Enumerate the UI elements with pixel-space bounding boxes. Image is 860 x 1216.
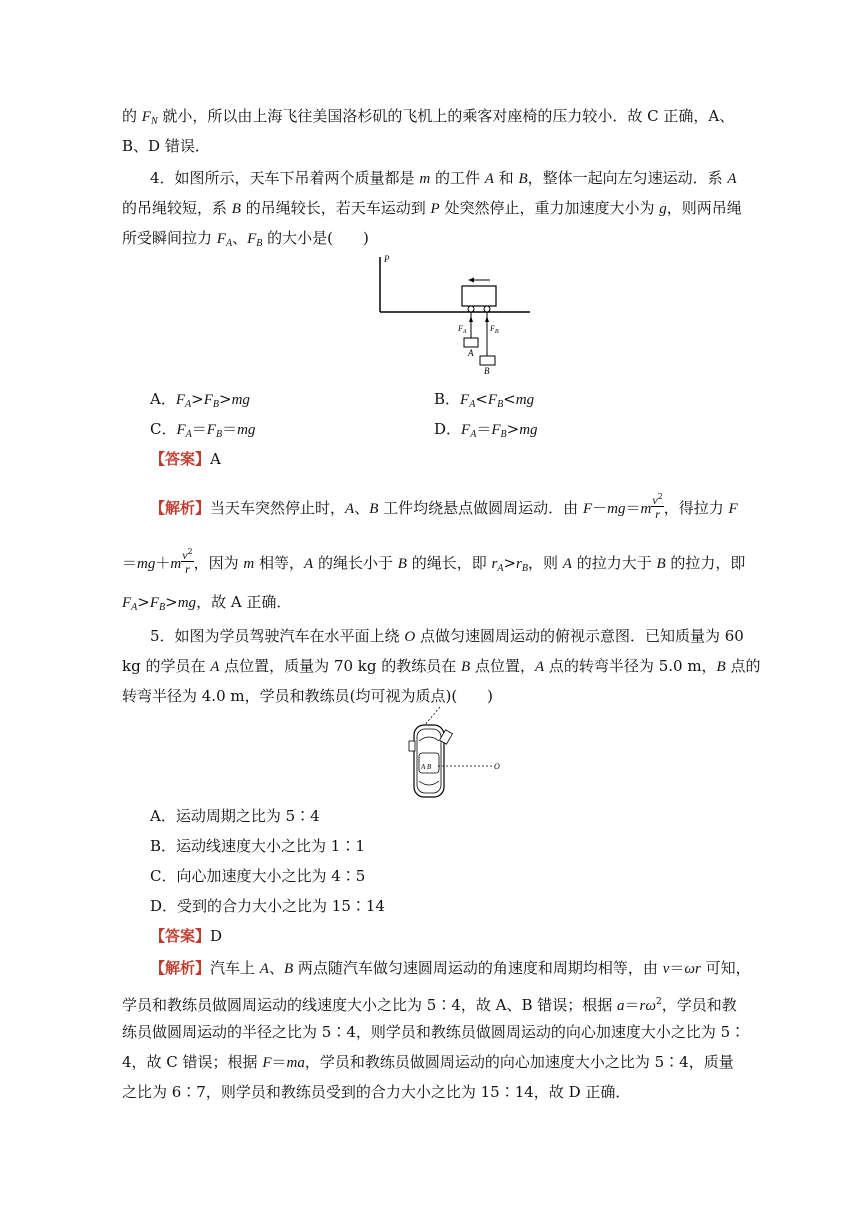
question-5-stem: 5．如图为学员驾驶汽车在水平面上绕 O 点做匀速圆周运动的俯视示意图．已知质量为 60 bbox=[150, 627, 744, 645]
q5-analysis: 学员和教练员做圆周运动的线速度大小之比为 5∶4，故 A、B 错误；根据 $a=r\omega^2$，学员和教 bbox=[122, 996, 737, 1014]
crane-diagram bbox=[370, 252, 530, 382]
q5-answer: 【答案】D bbox=[150, 927, 223, 945]
label-ab: A B bbox=[421, 763, 432, 771]
q4-option-b: B．$F_A<F_B<mg$ bbox=[434, 390, 535, 410]
label-fa: $F_A$ bbox=[458, 324, 467, 335]
label-p: P bbox=[384, 254, 390, 264]
q4-analysis: ＝mg＋m $\frac{v^2}{r}$ ，因为 m 相等，A 的绳长小于 B 的绳长，即 $r_A>r_B$，则 A 的拉力大于 B 的拉力，即 bbox=[122, 547, 746, 576]
q5-analysis: 【解析】汽车上 A、B 两点随汽车做匀速圆周运动的角速度和周期均相等，由 v＝ωr 可知， bbox=[150, 959, 751, 977]
question-4-stem: 所受瞬间拉力 $F_A$、$F_B$ 的大小是( ) bbox=[122, 229, 369, 249]
q5-option-c: C．向心加速度大小之比为 4∶5 bbox=[150, 867, 366, 885]
q4-option-a: A．$F_A>F_B>mg$ bbox=[150, 390, 250, 410]
q4-analysis: 【解析】当天车突然停止时，A、B 工件均绕悬点做圆周运动．由 F－mg＝m $\frac{v^2}{r}$ ，得拉力 F bbox=[150, 492, 738, 521]
q5-option-b: B．运动线速度大小之比为 1∶1 bbox=[150, 837, 365, 855]
q5-option-a: A．运动周期之比为 5∶4 bbox=[150, 807, 320, 825]
q5-analysis: 练员做圆周运动的半径之比为 5∶4，则学员和教练员做圆周运动的向心加速度大小之比为 5∶ bbox=[122, 1023, 746, 1041]
label-o: O bbox=[494, 762, 500, 771]
question-5-stem: 转弯半径为 4.0 m，学员和教练员(均可视为质点)( ) bbox=[122, 687, 494, 705]
question-4-stem: 的吊绳较短，系 B 的吊绳较长，若天车运动到 P 处突然停止，重力加速度大小为 g，则两吊绳 bbox=[122, 199, 742, 217]
q5-analysis: 4，故 C 错误；根据 F＝ma，学员和教练员做圆周运动的向心加速度大小之比为 5∶4，质量 bbox=[122, 1053, 734, 1071]
q4-option-c: C．$F_A=F_B=mg$ bbox=[150, 420, 256, 440]
text-line: B、D 错误． bbox=[122, 137, 210, 155]
q5-option-d: D．受到的合力大小之比为 15∶14 bbox=[150, 897, 385, 915]
label-a: A bbox=[468, 348, 474, 358]
label-b: B bbox=[484, 366, 490, 376]
q4-option-d: D．$F_A=F_B>mg$ bbox=[434, 420, 538, 440]
q5-analysis: 之比为 6∶7，则学员和教练员受到的合力大小之比为 15∶14，故 D 正确． bbox=[122, 1083, 631, 1101]
q4-analysis: $F_A>F_B>mg$，故 A 正确． bbox=[122, 593, 292, 613]
question-5-stem: kg 的学员在 A 点位置，质量为 70 kg 的教练员在 B 点位置，A 点的转弯半径为 5.0 m，B 点的 bbox=[122, 657, 761, 675]
question-4-stem: 4．如图所示，天车下吊着两个质量都是 m 的工件 A 和 B，整体一起向左匀速运动．系 A bbox=[150, 169, 737, 187]
text-line: 的 $F_N$ 就小，所以由上海飞往美国洛杉矶的飞机上的乘客对座椅的压力较小．故 C 正确，A、 bbox=[122, 107, 735, 127]
label-fb: $F_B$ bbox=[490, 324, 499, 335]
q4-answer: 【答案】A bbox=[150, 450, 221, 468]
car-diagram bbox=[404, 705, 504, 800]
